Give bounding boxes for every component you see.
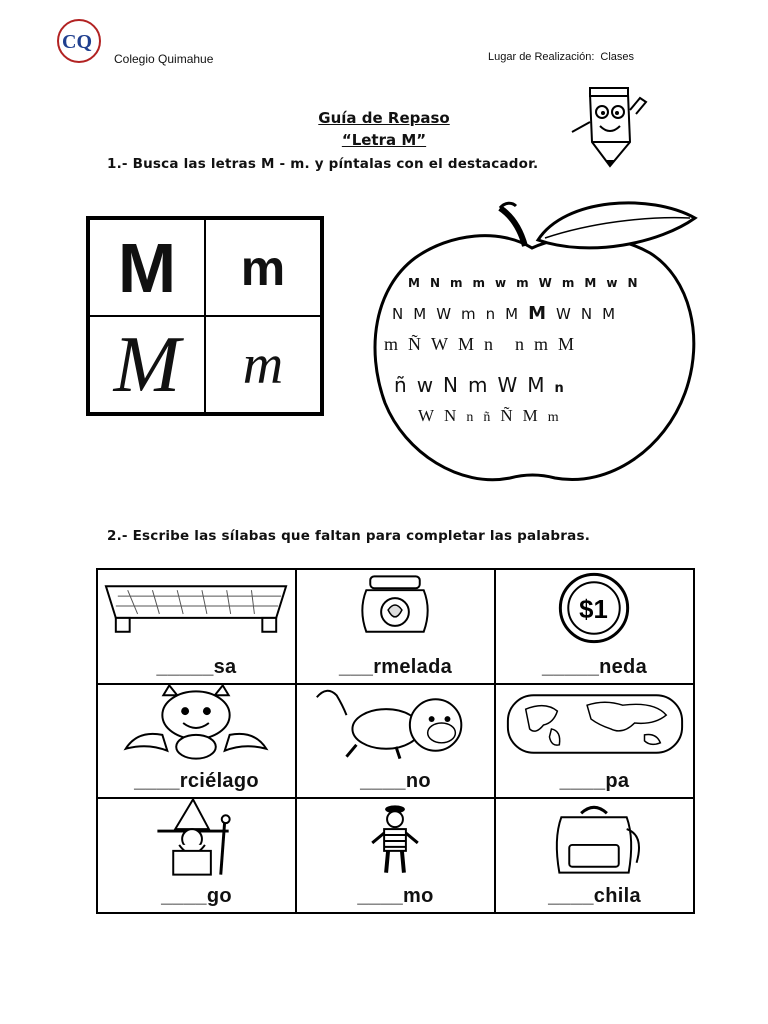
apple-letter: N [580,305,593,323]
word-blank-mermelada: ___rmelada [338,655,453,678]
word-blank-mochila: ____chila [548,884,641,907]
apple-row-2 [392,303,625,324]
apple-letter: N [627,276,638,290]
apple-letter: n [466,410,474,425]
word-blank-mapa: ____pa [559,770,630,793]
apple-letter: M [522,406,538,425]
apple-letter: Ñ [408,334,422,354]
letter-cell-lower-print [205,219,321,316]
apple-letter: M [558,334,575,354]
apple-letter-search [360,188,705,488]
logo-letters: CQ [62,31,92,53]
word-cell [97,798,296,913]
apple-letter: W [538,276,552,290]
apple-letter: N [443,373,459,397]
word-blank-murcielago: ____rciélago [134,770,259,793]
syllable-word-table [96,568,695,914]
apple-letter: W [556,305,571,323]
word-blank-mimo: ____mo [357,884,434,907]
bat-icon [98,685,295,763]
apple-row-3 [384,334,584,355]
exercise-2-instruction: 2.- Escribe las sílabas que faltan para completar las palabras. [107,528,591,544]
apple-letter: m [472,276,486,290]
mime-icon [297,799,494,877]
letter-lower-print: m [240,239,286,296]
apple-letter: ñ [394,373,407,397]
letter-upper-cursive: M [113,320,181,409]
school-name: Colegio Quimahue [114,52,214,66]
page-title: Guía de Repaso [318,109,450,127]
apple-letter: W [497,373,518,397]
word-cell [296,569,495,684]
word-blank-moneda: _____neda [542,655,647,678]
apple-letter: n [485,305,496,323]
letter-cell-upper-cursive [89,316,205,413]
place-of-realization [488,51,634,63]
apple-letter: m [384,334,399,354]
apple-letter: m [450,276,463,290]
word-cell [495,798,694,913]
word-cell [296,684,495,799]
apple-letter: w [606,276,618,290]
word-cell [296,798,495,913]
school-logo [54,18,104,64]
apple-letter: m [468,373,488,397]
wizard-icon [98,799,295,877]
page-subtitle: “Letra M” [341,131,427,149]
apple-letter: W [431,334,449,354]
place-label: Lugar de Realización: [488,51,595,63]
apple-letter: w [495,276,507,290]
apple-letter: M [527,373,545,397]
world-map-icon [496,685,693,763]
apple-letter: n [515,334,525,354]
jam-jar-icon [297,570,494,648]
apple-row-1 [408,276,648,290]
word-cell [495,569,694,684]
apple-letter: M [602,305,616,323]
apple-letter: N [444,406,457,425]
letter-upper-print: M [117,228,177,307]
apple-letter: M [458,334,475,354]
apple-letter: n [484,334,494,354]
coin-icon [496,570,693,648]
letter-cell-upper-print [89,219,205,316]
apple-letter: m [561,276,575,290]
backpack-icon [496,799,693,877]
apple-letter: M [528,303,547,324]
apple-letter: W [418,406,435,425]
table-icon [98,570,295,648]
apple-row-4 [394,373,574,397]
place-value: Clases [600,51,635,63]
apple-letter: m [547,410,559,425]
word-cell [97,684,296,799]
word-cell [495,684,694,799]
apple-letter: n [554,381,564,396]
apple-letter: m [516,276,529,290]
apple-letter: ñ [483,410,491,425]
apple-letter: M [584,276,597,290]
word-blank-mono: ____no [360,770,431,793]
word-blank-mago: ____go [161,884,232,907]
apple-row-5 [418,406,569,426]
word-blank-mesa: _____sa [156,655,237,678]
letter-lower-cursive: m [242,333,284,396]
apple-letter: w [416,373,434,397]
monkey-icon [297,685,494,763]
apple-letter: N [429,276,440,290]
letter-cell-lower-cursive [205,316,321,413]
apple-letter: Ñ [500,406,513,425]
apple-letter: W [436,305,452,323]
svg-text:$1: $1 [579,595,608,624]
apple-letter: M [408,276,420,290]
apple-letter: m [461,305,476,323]
apple-letter: m [534,334,549,354]
letter-m-grid [86,216,324,416]
apple-letter: M [505,305,519,323]
word-cell [97,569,296,684]
exercise-1-instruction: 1.- Busca las letras M - m. y píntalas con el destacador. [107,156,539,172]
apple-letter: N [392,305,404,323]
apple-letter: M [413,305,427,323]
